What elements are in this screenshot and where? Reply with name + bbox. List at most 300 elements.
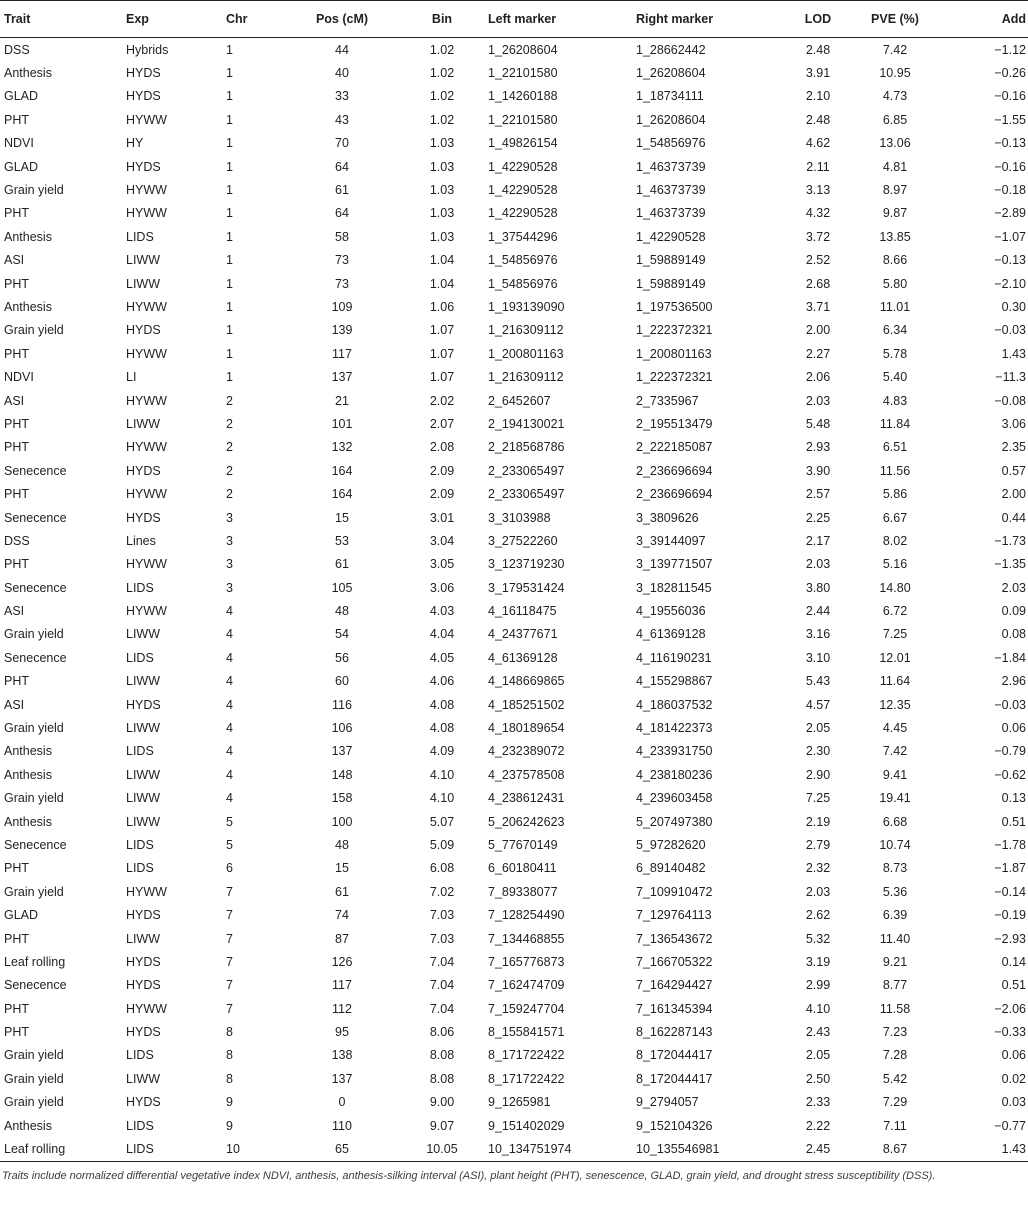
- left-marker-cell: 7_159247704: [488, 1001, 565, 1016]
- exp-cell: LIDS: [126, 229, 154, 244]
- lod-cell: 2.68: [805, 276, 831, 291]
- header-bin: Bin: [398, 1, 486, 38]
- left-marker-cell: 1_200801163: [488, 346, 564, 361]
- exp-cell: HYDS: [126, 954, 161, 969]
- table-footnote: Traits include normalized differential vegetative index NDVI, anthesis, anthesis-silking interval (ASI), plant height (PHT), senescence, GLAD, grain yield, and drought stress susceptibility (DSS).: [2, 1169, 936, 1182]
- add-cell: −2.93: [994, 931, 1026, 946]
- exp-cell: HYDS: [126, 89, 161, 104]
- bin-cell: 2.09: [429, 487, 455, 502]
- bin-cell: 4.09: [429, 744, 455, 759]
- pos-cell: 40: [335, 66, 349, 81]
- bin-cell: 3.01: [429, 510, 455, 525]
- pos-cell: 61: [335, 557, 349, 572]
- bin-cell: 1.04: [429, 253, 455, 268]
- right-marker-cell: 8_162287143: [636, 1025, 713, 1040]
- exp-cell: Lines: [126, 533, 156, 548]
- exp-cell: HYWW: [126, 346, 167, 361]
- table-row: [0, 482, 1028, 505]
- pve-cell: 13.06: [879, 136, 911, 151]
- table-row: [0, 1114, 1028, 1137]
- lod-cell: 2.52: [805, 253, 831, 268]
- table-row: [0, 38, 1028, 62]
- pve-cell: 5.16: [882, 557, 908, 572]
- right-marker-cell: 1_28662442: [636, 42, 706, 57]
- chr-cell: 7: [226, 884, 233, 899]
- left-marker-cell: 3_3103988: [488, 510, 551, 525]
- pos-cell: 61: [335, 884, 349, 899]
- add-cell: 0.03: [1001, 1095, 1026, 1110]
- chr-cell: 7: [226, 1001, 233, 1016]
- trait-cell: Grain yield: [4, 1095, 64, 1110]
- add-cell: −1.87: [994, 861, 1026, 876]
- lod-cell: 2.27: [805, 346, 831, 361]
- exp-cell: HY: [126, 136, 144, 151]
- exp-cell: HYWW: [126, 440, 167, 455]
- table-row: [0, 529, 1028, 552]
- add-cell: 0.30: [1001, 299, 1026, 314]
- pve-cell: 9.41: [882, 767, 908, 782]
- pos-cell: 101: [331, 416, 353, 431]
- chr-cell: 2: [226, 393, 233, 408]
- chr-cell: 9: [226, 1118, 233, 1133]
- table-row: [0, 927, 1028, 950]
- add-cell: 0.51: [1001, 814, 1026, 829]
- header-left-marker: Left marker: [486, 1, 634, 38]
- right-marker-cell: 10_135546981: [634, 1137, 784, 1161]
- trait-cell: PHT: [4, 112, 29, 127]
- pos-cell: 132: [331, 440, 353, 455]
- lod-cell: 2.03: [805, 393, 831, 408]
- chr-cell: 1: [226, 206, 233, 221]
- trait-cell: Grain yield: [4, 1071, 64, 1086]
- add-cell: −0.16: [994, 89, 1026, 104]
- bin-cell: 9.00: [429, 1095, 455, 1110]
- pve-cell: 10.95: [879, 66, 911, 81]
- right-marker-cell: 3_139771507: [636, 557, 713, 572]
- add-cell: −1.73: [994, 533, 1026, 548]
- add-cell: −0.79: [994, 744, 1026, 759]
- exp-cell: Hybrids: [126, 42, 169, 57]
- bin-cell: 8.06: [429, 1025, 455, 1040]
- trait-cell: PHT: [4, 861, 29, 876]
- table-row: [0, 389, 1028, 412]
- exp-cell: LIWW: [126, 1071, 161, 1086]
- add-cell: −0.14: [994, 884, 1026, 899]
- trait-cell: PHT: [4, 557, 29, 572]
- pve-cell: 11.84: [879, 416, 911, 431]
- pos-cell: 48: [335, 837, 349, 852]
- trait-cell: PHT: [4, 206, 29, 221]
- table-row: [0, 319, 1028, 342]
- add-cell: 2.96: [1001, 674, 1026, 689]
- lod-cell: 3.72: [805, 229, 831, 244]
- exp-cell: HYWW: [126, 1001, 167, 1016]
- right-marker-cell: 4_116190231: [636, 650, 712, 665]
- exp-cell: HYDS: [126, 908, 161, 923]
- bin-cell: 9.07: [429, 1118, 455, 1133]
- table-row: [0, 85, 1028, 108]
- chr-cell: 1: [226, 253, 233, 268]
- lod-cell: 2.10: [805, 89, 831, 104]
- trait-cell: GLAD: [4, 908, 39, 923]
- pos-cell: 148: [331, 767, 353, 782]
- chr-cell: 1: [226, 89, 233, 104]
- add-cell: −0.26: [994, 66, 1026, 81]
- right-marker-cell: 7_109910472: [636, 884, 713, 899]
- lod-cell: 2.79: [805, 837, 831, 852]
- chr-cell: 4: [226, 721, 233, 736]
- left-marker-cell: 4_148669865: [488, 674, 565, 689]
- left-marker-cell: 2_218568786: [488, 440, 565, 455]
- pos-cell: 0: [338, 1095, 346, 1110]
- chr-cell: 9: [226, 1095, 233, 1110]
- chr-cell: 7: [226, 954, 233, 969]
- trait-cell: NDVI: [4, 136, 34, 151]
- table-row: [0, 108, 1028, 131]
- exp-cell: HYWW: [126, 884, 167, 899]
- pos-cell: 15: [335, 861, 349, 876]
- table-body: [0, 38, 1028, 1162]
- lod-cell: 2.05: [805, 721, 831, 736]
- exp-cell: LIWW: [126, 791, 161, 806]
- pve-cell: 4.45: [882, 721, 908, 736]
- chr-cell: 4: [226, 627, 233, 642]
- exp-cell: LI: [126, 370, 137, 385]
- left-marker-cell: 8_171722422: [488, 1071, 565, 1086]
- bin-cell: 1.03: [429, 229, 455, 244]
- pve-cell: 5.80: [882, 276, 908, 291]
- chr-cell: 2: [226, 487, 233, 502]
- table-row: [0, 1091, 1028, 1114]
- add-cell: 0.14: [1001, 954, 1026, 969]
- chr-cell: 1: [226, 66, 233, 81]
- lod-cell: 2.33: [805, 1095, 831, 1110]
- exp-cell: HYWW: [126, 557, 167, 572]
- trait-cell: ASI: [4, 393, 25, 408]
- right-marker-cell: 4_181422373: [636, 721, 713, 736]
- pve-cell: 8.66: [882, 253, 908, 268]
- lod-cell: 2.93: [805, 440, 831, 455]
- pve-cell: 11.58: [879, 1001, 911, 1016]
- left-marker-cell: 6_60180411: [488, 861, 557, 876]
- pve-cell: 6.85: [882, 112, 908, 127]
- lod-cell: 2.48: [805, 112, 831, 127]
- trait-cell: Senecence: [4, 580, 67, 595]
- exp-cell: HYDS: [126, 1025, 161, 1040]
- lod-cell: 5.32: [805, 931, 831, 946]
- left-marker-cell: 4_180189654: [488, 721, 565, 736]
- chr-cell: 4: [226, 791, 233, 806]
- pve-cell: 10.74: [879, 837, 911, 852]
- right-marker-cell: 1_54856976: [636, 136, 706, 151]
- add-cell: −1.84: [994, 650, 1026, 665]
- table-row: [0, 997, 1028, 1020]
- table-row: [0, 365, 1028, 388]
- exp-cell: HYDS: [126, 159, 161, 174]
- table-row: [0, 295, 1028, 318]
- exp-cell: LIWW: [126, 416, 161, 431]
- table-row: [0, 716, 1028, 739]
- chr-cell: 1: [226, 229, 233, 244]
- chr-cell: 1: [226, 183, 233, 198]
- trait-cell: PHT: [4, 276, 29, 291]
- lod-cell: 2.22: [805, 1118, 831, 1133]
- chr-cell: 1: [226, 112, 233, 127]
- left-marker-cell: 7_134468855: [488, 931, 565, 946]
- add-cell: −2.06: [994, 1001, 1026, 1016]
- add-cell: −0.16: [994, 159, 1026, 174]
- lod-cell: 2.05: [805, 1048, 831, 1063]
- pve-cell: 7.42: [882, 744, 908, 759]
- exp-cell: LIWW: [126, 721, 161, 736]
- pos-cell: 105: [331, 580, 353, 595]
- exp-cell: LIDS: [126, 650, 154, 665]
- bin-cell: 4.04: [429, 627, 455, 642]
- add-cell: −11.3: [995, 370, 1026, 385]
- chr-cell: 4: [226, 697, 233, 712]
- pve-cell: 7.29: [882, 1095, 908, 1110]
- right-marker-cell: 2_7335967: [636, 393, 699, 408]
- pve-cell: 11.01: [879, 299, 911, 314]
- bin-cell: 7.04: [429, 978, 455, 993]
- right-marker-cell: 7_136543672: [636, 931, 713, 946]
- right-marker-cell: 9_2794057: [636, 1095, 699, 1110]
- exp-cell: HYWW: [126, 112, 167, 127]
- trait-cell: GLAD: [4, 89, 39, 104]
- table-row: [0, 132, 1028, 155]
- lod-cell: 2.48: [805, 42, 831, 57]
- right-marker-cell: 1_26208604: [636, 66, 706, 81]
- pos-cell: 60: [335, 674, 349, 689]
- exp-cell: HYDS: [126, 978, 161, 993]
- lod-cell: 3.71: [805, 299, 831, 314]
- pve-cell: 8.73: [882, 861, 908, 876]
- table-row: [0, 1044, 1028, 1067]
- bin-cell: 4.08: [429, 721, 455, 736]
- right-marker-cell: 3_39144097: [636, 533, 706, 548]
- bin-cell: 3.05: [429, 557, 455, 572]
- left-marker-cell: 1_216309112: [488, 370, 564, 385]
- trait-cell: Grain yield: [4, 884, 64, 899]
- chr-cell: 6: [226, 861, 233, 876]
- trait-cell: Anthesis: [4, 299, 52, 314]
- bin-cell: 7.04: [429, 1001, 455, 1016]
- header-right-marker: Right marker: [634, 1, 784, 38]
- lod-cell: 2.99: [805, 978, 831, 993]
- bin-cell: 1.03: [429, 159, 455, 174]
- exp-cell: LIWW: [126, 674, 161, 689]
- bin-cell: 4.10: [429, 791, 455, 806]
- trait-cell: PHT: [4, 346, 29, 361]
- bin-cell: 1.02: [429, 42, 455, 57]
- header-lod: LOD: [784, 1, 852, 38]
- left-marker-cell: 1_49826154: [488, 136, 558, 151]
- chr-cell: 8: [226, 1048, 233, 1063]
- table-row: [0, 155, 1028, 178]
- right-marker-cell: 1_46373739: [636, 183, 706, 198]
- pve-cell: 8.02: [882, 533, 908, 548]
- trait-cell: Senecence: [4, 978, 67, 993]
- pve-cell: 19.41: [879, 791, 911, 806]
- pos-cell: 73: [335, 276, 349, 291]
- bin-cell: 4.03: [429, 604, 455, 619]
- right-marker-cell: 1_222372321: [636, 323, 713, 338]
- add-cell: −0.03: [994, 323, 1026, 338]
- exp-cell: HYWW: [126, 183, 167, 198]
- add-cell: 2.03: [1001, 580, 1026, 595]
- pos-cell: 117: [332, 978, 352, 993]
- chr-cell: 8: [226, 1025, 233, 1040]
- lod-cell: 2.03: [805, 557, 831, 572]
- pve-cell: 9.87: [882, 206, 908, 221]
- bin-cell: 1.02: [429, 89, 455, 104]
- right-marker-cell: 7_166705322: [636, 954, 713, 969]
- bin-cell: 2.02: [429, 393, 455, 408]
- left-marker-cell: 5_77670149: [488, 837, 558, 852]
- pos-cell: 158: [331, 791, 353, 806]
- trait-cell: Leaf rolling: [0, 1137, 122, 1161]
- lod-cell: 4.32: [805, 206, 831, 221]
- right-marker-cell: 4_61369128: [636, 627, 706, 642]
- right-marker-cell: 1_197536500: [636, 299, 713, 314]
- add-cell: −1.12: [994, 42, 1026, 57]
- trait-cell: Grain yield: [4, 627, 64, 642]
- pos-cell: 56: [335, 650, 349, 665]
- bin-cell: 2.07: [429, 416, 455, 431]
- trait-cell: Grain yield: [4, 721, 64, 736]
- add-cell: −1.78: [994, 837, 1026, 852]
- chr-cell: 4: [226, 604, 233, 619]
- table-row: [0, 412, 1028, 435]
- trait-cell: Senecence: [4, 650, 67, 665]
- right-marker-cell: 1_222372321: [636, 370, 713, 385]
- exp-cell: HYWW: [126, 487, 167, 502]
- pos-cell: 137: [331, 744, 353, 759]
- trait-cell: Leaf rolling: [4, 954, 66, 969]
- exp-cell: LIWW: [126, 276, 161, 291]
- add-cell: −0.19: [994, 908, 1026, 923]
- pve-cell: 5.78: [882, 346, 908, 361]
- trait-cell: PHT: [4, 487, 29, 502]
- pos-cell: 48: [335, 604, 349, 619]
- header-add: Add: [938, 1, 1028, 38]
- left-marker-cell: 9_151402029: [488, 1118, 565, 1133]
- right-marker-cell: 7_129764113: [636, 908, 712, 923]
- left-marker-cell: 1_22101580: [488, 66, 558, 81]
- trait-cell: Senecence: [4, 463, 67, 478]
- exp-cell: HYDS: [126, 697, 161, 712]
- pve-cell: 6.67: [882, 510, 908, 525]
- table-row: [0, 950, 1028, 973]
- exp-cell: LIWW: [126, 814, 161, 829]
- pos-cell: 110: [332, 1118, 352, 1133]
- right-marker-cell: 7_164294427: [636, 978, 713, 993]
- add-cell: 0.13: [1001, 791, 1026, 806]
- bin-cell: 8.08: [429, 1048, 455, 1063]
- right-marker-cell: 4_239603458: [636, 791, 713, 806]
- pve-cell: 5.36: [882, 884, 908, 899]
- header-pos: Pos (cM): [286, 1, 398, 38]
- pos-cell: 137: [331, 1071, 353, 1086]
- pos-cell: 95: [335, 1025, 349, 1040]
- table-row: [0, 670, 1028, 693]
- right-marker-cell: 1_42290528: [636, 229, 706, 244]
- right-marker-cell: 1_59889149: [636, 253, 706, 268]
- trait-cell: PHT: [4, 931, 29, 946]
- bin-cell: 2.08: [429, 440, 455, 455]
- trait-cell: Grain yield: [4, 323, 64, 338]
- bin-cell: 6.08: [429, 861, 455, 876]
- exp-cell: LIWW: [126, 931, 161, 946]
- add-cell: −2.10: [994, 276, 1026, 291]
- trait-cell: Anthesis: [4, 744, 52, 759]
- exp-cell: HYDS: [126, 463, 161, 478]
- pos-cell: 112: [332, 1001, 352, 1016]
- add-cell: −0.33: [994, 1025, 1026, 1040]
- left-marker-cell: 4_232389072: [488, 744, 565, 759]
- left-marker-cell: 1_14260188: [488, 89, 558, 104]
- right-marker-cell: 5_97282620: [636, 837, 706, 852]
- pos-cell: 21: [335, 393, 349, 408]
- chr-cell: 3: [226, 533, 233, 548]
- table-row: [0, 1067, 1028, 1090]
- add-cell: 1.43: [1001, 346, 1026, 361]
- pve-cell: 7.25: [882, 627, 908, 642]
- right-marker-cell: 2_195513479: [636, 416, 713, 431]
- left-marker-cell: 7_162474709: [488, 978, 565, 993]
- pos-cell: 70: [335, 136, 349, 151]
- pve-cell: 5.42: [882, 1071, 908, 1086]
- lod-cell: 2.32: [805, 861, 831, 876]
- left-marker-cell: 8_155841571: [488, 1025, 565, 1040]
- exp-cell: HYWW: [126, 393, 167, 408]
- lod-cell: 5.48: [805, 416, 831, 431]
- bin-cell: 1.07: [429, 346, 455, 361]
- header-row: [0, 1, 1028, 38]
- chr-cell: 1: [226, 136, 233, 151]
- right-marker-cell: 9_152104326: [636, 1118, 713, 1133]
- left-marker-cell: 1_193139090: [488, 299, 565, 314]
- pos-cell: 164: [331, 487, 353, 502]
- pve-cell: 8.97: [882, 183, 908, 198]
- lod-cell: 3.13: [805, 183, 831, 198]
- pve-cell: 13.85: [879, 229, 911, 244]
- exp-cell: HYDS: [126, 1095, 161, 1110]
- right-marker-cell: 3_3809626: [636, 510, 699, 525]
- pos-cell: 73: [335, 253, 349, 268]
- left-marker-cell: 2_6452607: [488, 393, 551, 408]
- trait-cell: PHT: [4, 674, 29, 689]
- table-row: [0, 249, 1028, 272]
- pve-cell: 4.81: [882, 159, 908, 174]
- lod-cell: 7.25: [805, 791, 831, 806]
- pve-cell: 5.40: [882, 370, 908, 385]
- left-marker-cell: 2_194130021: [488, 416, 565, 431]
- bin-cell: 1.07: [429, 370, 455, 385]
- right-marker-cell: 4_238180236: [636, 767, 713, 782]
- right-marker-cell: 1_200801163: [636, 346, 712, 361]
- exp-cell: LIDS: [126, 1048, 154, 1063]
- pve-cell: 4.83: [882, 393, 908, 408]
- lod-cell: 4.62: [805, 136, 831, 151]
- chr-cell: 2: [226, 463, 233, 478]
- right-marker-cell: 4_19556036: [636, 604, 706, 619]
- pos-cell: 33: [335, 89, 349, 104]
- trait-cell: PHT: [4, 440, 29, 455]
- bin-cell: 1.02: [429, 66, 455, 81]
- pve-cell: 7.42: [882, 42, 908, 57]
- trait-cell: Grain yield: [4, 183, 64, 198]
